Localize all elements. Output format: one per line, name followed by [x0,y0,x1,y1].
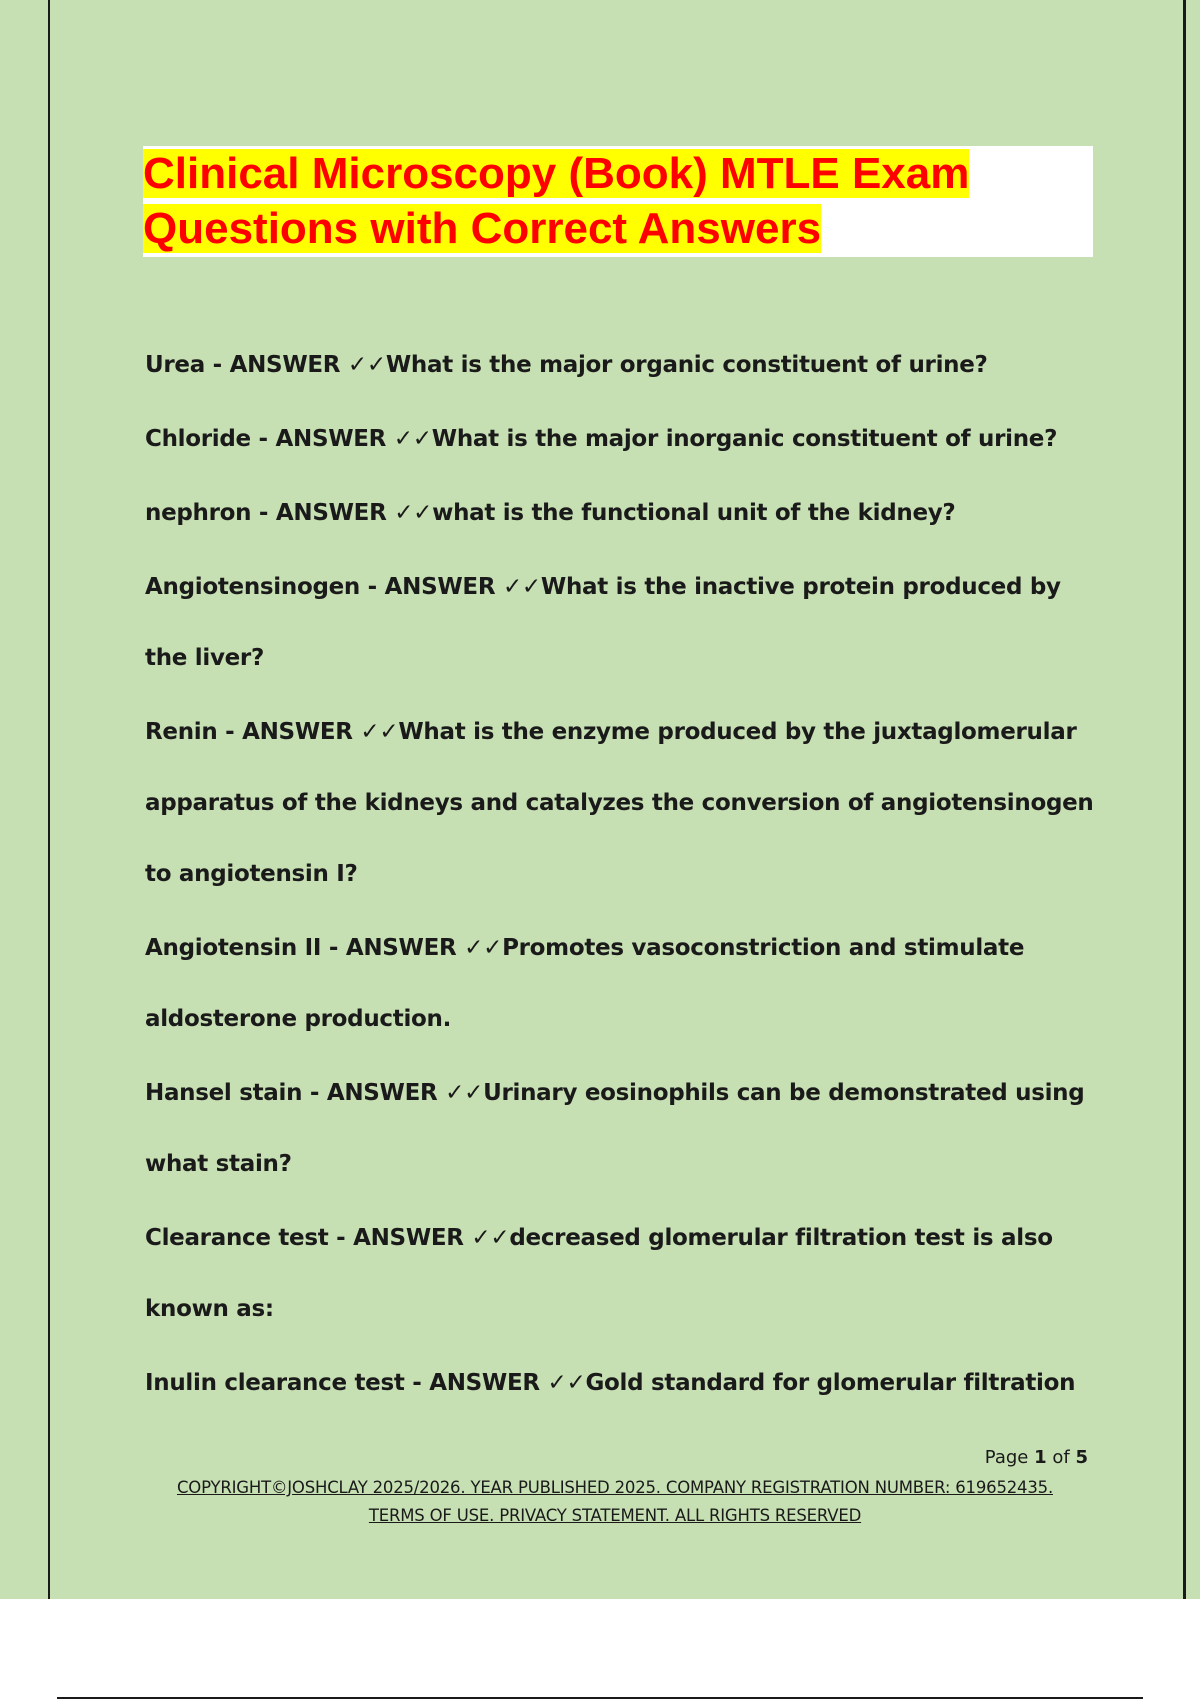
page-of: of [1052,1447,1070,1468]
copyright-notice: COPYRIGHT©JOSHCLAY 2025/2026. YEAR PUBLISHED 2025. COMPANY REGISTRATION NUMBER: 619652435. TERMS OF USE. PRIVACY STATEMENT. ALL RIGHTS RESERVED [176,1478,1053,1525]
left-border-line [48,0,50,1599]
qa-item: Chloride - ANSWER ✓✓What is the major inorganic constituent of urine? [145,426,1058,452]
qa-item: nephron - ANSWER ✓✓what is the functional unit of the kidney? [145,500,956,526]
page-prefix: Page [984,1447,1029,1468]
document-title [143,146,1093,256]
title-line-2: Questions with Correct Answers [143,204,822,253]
qa-item: Angiotensin II - ANSWER ✓✓Promotes vasoconstriction and stimulate aldosterone production. [145,935,1025,1032]
title-line-1: Clinical Microscopy (Book) MTLE Exam [143,149,970,198]
qa-item: Renin - ANSWER ✓✓What is the enzyme produced by the juxtaglomerular apparatus of the kidneys and catalyzes the conversion of angiotensinogen to angiotensin I? [145,719,1094,887]
qa-item: Clearance test - ANSWER ✓✓decreased glomerular filtration test is also known as: [145,1225,1053,1322]
qa-item: Urea - ANSWER ✓✓What is the major organic constituent of urine? [145,352,988,378]
page-number [985,1447,1088,1468]
page-current: 1 [1034,1447,1047,1468]
qa-item: Angiotensinogen - ANSWER ✓✓What is the inactive protein produced by the liver? [145,574,1061,671]
bottom-divider [57,1697,1143,1699]
qa-list [145,330,1095,1422]
page-total: 5 [1075,1447,1088,1468]
right-border-line [1183,0,1186,1599]
qa-item: Hansel stain - ANSWER ✓✓Urinary eosinophils can be demonstrated using what stain? [145,1080,1085,1177]
qa-item: Inulin clearance test - ANSWER ✓✓Gold standard for glomerular filtration [145,1370,1076,1396]
